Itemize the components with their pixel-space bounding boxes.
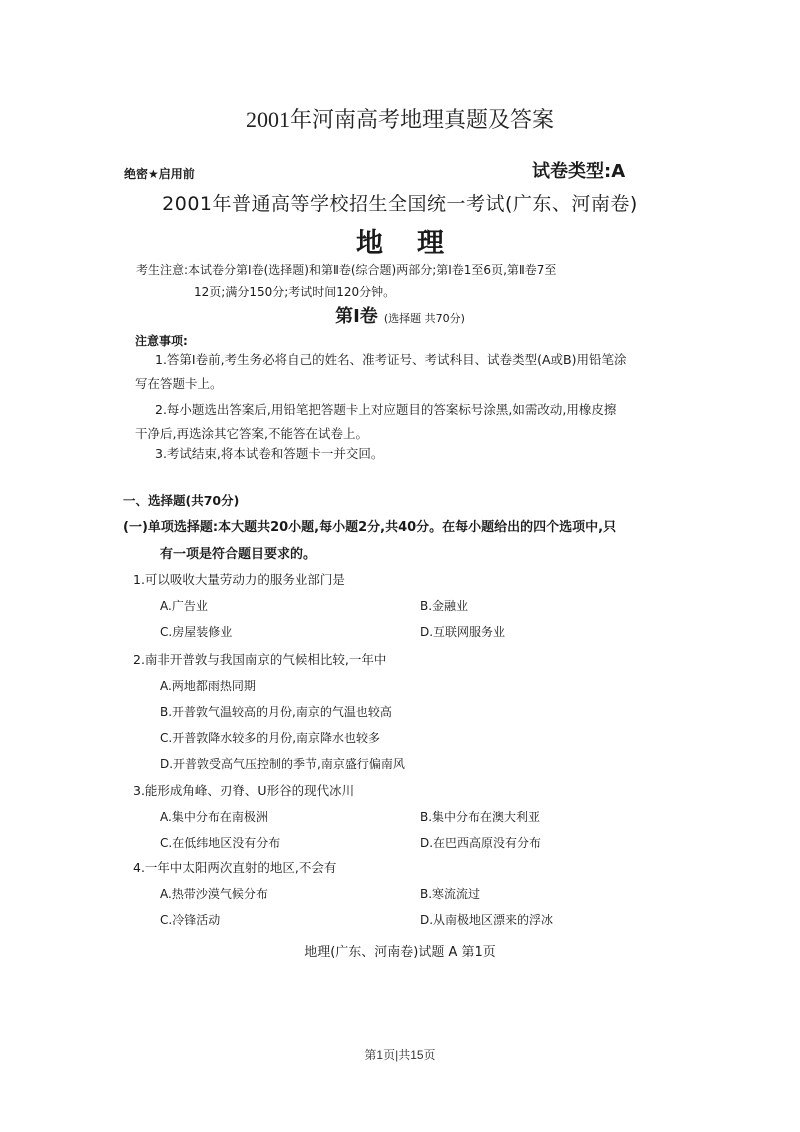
- option-a: A.两地都雨热同期: [160, 679, 256, 693]
- option-c: C.开普敦降水较多的月份,南京降水也较多: [160, 731, 381, 745]
- subsection-heading-cont: 有一项是符合题目要求的。: [160, 547, 317, 562]
- volume-heading: [0, 302, 800, 328]
- section-heading: 一、选择题(共70分): [123, 493, 240, 508]
- candidate-notice: [136, 259, 696, 303]
- subsection-heading: (一)单项选择题:本大题共20小题,每小题2分,共40分。在每小题给出的四个选项中,只: [123, 520, 617, 535]
- option-b: B.寒流流过: [420, 887, 481, 901]
- attention-item: [135, 398, 675, 446]
- attention-item-line: 1.答第Ⅰ卷前,考生务必将自己的姓名、准考证号、考试科目、试卷类型(A或B)用铅笔涂: [155, 352, 627, 367]
- option-a: A.集中分布在南极洲: [160, 810, 268, 824]
- volume-title: 第Ⅰ卷: [335, 306, 378, 327]
- subject-title: 地理: [356, 228, 478, 259]
- attention-item: [135, 348, 675, 396]
- option-b: B.开普敦气温较高的月份,南京的气温也较高: [160, 705, 392, 719]
- page-counter: 第1页|共15页: [364, 1048, 436, 1062]
- document-title: 2001年河南高考地理真题及答案: [245, 107, 554, 132]
- secret-mark: 绝密★启用前: [124, 167, 195, 181]
- paper-type-label: 试卷类型:A: [532, 161, 626, 182]
- attention-item-line: 3.考试结束,将本试卷和答题卡一并交回。: [155, 446, 384, 461]
- option-c: C.房屋装修业: [160, 625, 233, 639]
- exam-name: 2001年普通高等学校招生全国统一考试(广东、河南卷): [162, 193, 638, 215]
- option-b: B.集中分布在澳大利亚: [420, 810, 541, 824]
- attention-heading: 注意事项:: [135, 334, 188, 348]
- question-stem: 2.南非开普敦与我国南京的气候相比较,一年中: [133, 652, 387, 667]
- option-a: A.热带沙漠气候分布: [160, 887, 268, 901]
- attention-item-line: 干净后,再选涂其它答案,不能答在试卷上。: [135, 426, 368, 441]
- option-d: D.从南极地区漂来的浮冰: [420, 913, 554, 927]
- attention-item: [155, 442, 675, 466]
- option-c: C.冷锋活动: [160, 913, 221, 927]
- volume-subtitle: (选择题 共70分): [383, 312, 465, 325]
- option-b: B.金融业: [420, 599, 469, 613]
- option-d: D.开普敦受高气压控制的季节,南京盛行偏南风: [160, 757, 405, 771]
- question-stem: 1.可以吸收大量劳动力的服务业部门是: [133, 572, 345, 587]
- option-d: D.互联网服务业: [420, 625, 506, 639]
- notice-line-2: 12页;满分150分;考试时间120分钟。: [194, 285, 396, 299]
- page-footer: 地理(广东、河南卷)试题 A 第1页: [304, 945, 496, 960]
- option-c: C.在低纬地区没有分布: [160, 836, 281, 850]
- attention-item-line: 写在答题卡上。: [135, 376, 223, 391]
- option-d: D.在巴西高原没有分布: [420, 836, 542, 850]
- notice-line-1: 考生注意:本试卷分第Ⅰ卷(选择题)和第Ⅱ卷(综合题)两部分;第Ⅰ卷1至6页,第Ⅱ卷7至: [136, 263, 557, 277]
- question-stem: 4.一年中太阳两次直射的地区,不会有: [133, 860, 337, 875]
- question-stem: 3.能形成角峰、刃脊、U形谷的现代冰川: [133, 783, 355, 798]
- option-a: A.广告业: [160, 599, 208, 613]
- attention-item-line: 2.每小题选出答案后,用铅笔把答题卡上对应题目的答案标号涂黑,如需改动,用橡皮擦: [155, 402, 617, 417]
